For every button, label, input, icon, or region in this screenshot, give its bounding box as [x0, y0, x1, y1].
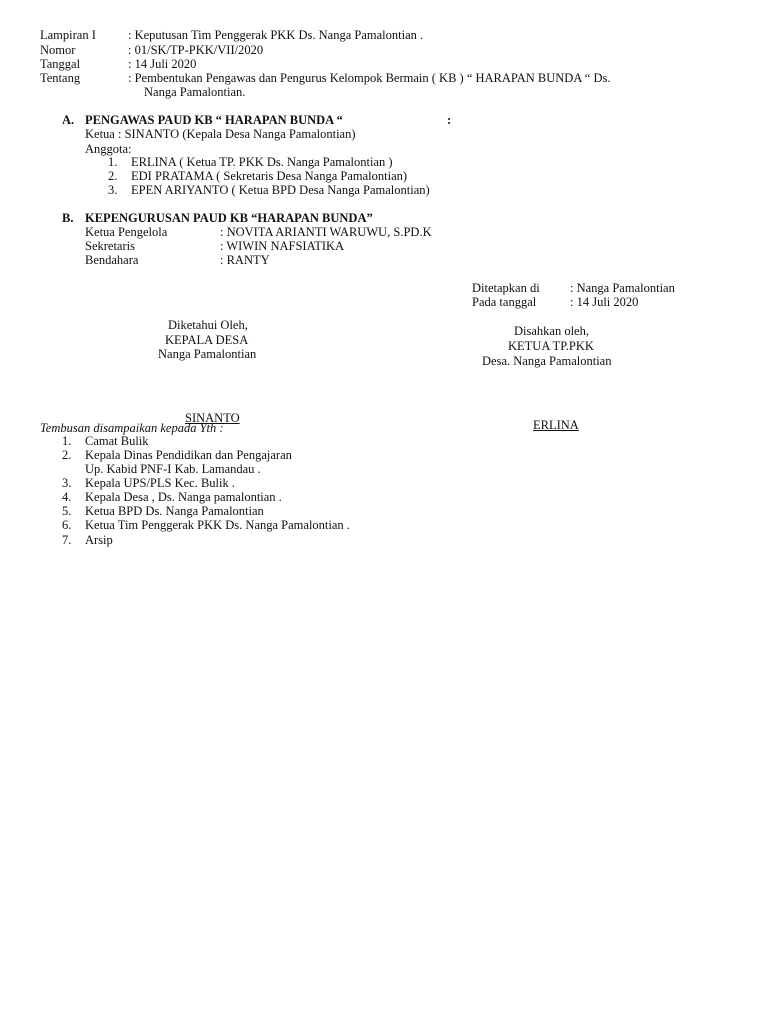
signer-name-left: SINANTO — [185, 411, 240, 425]
member-number: 1. — [108, 155, 118, 169]
tembusan-number: 6. — [62, 518, 72, 532]
section-a-anggota-label: Anggota: — [85, 142, 132, 156]
pengurus-label: Bendahara — [85, 253, 139, 267]
ketua-tppkk-location: Desa. Nanga Pamalontian — [482, 354, 612, 368]
pengurus-value: : WIWIN NAFSIATIKA — [220, 239, 345, 253]
signer-name-right: ERLINA — [533, 418, 579, 432]
member-item: ERLINA ( Ketua TP. PKK Ds. Nanga Pamalontian ) — [131, 155, 393, 169]
kepala-desa-title: KEPALA DESA — [165, 333, 249, 347]
diketahui-oleh: Diketahui Oleh, — [168, 318, 248, 332]
tembusan-heading: Tembusan disampaikan kepada Yth : — [40, 421, 224, 435]
lampiran-label: Lampiran I — [40, 28, 96, 42]
tembusan-item: Up. Kabid PNF-I Kab. Lamandau . — [85, 462, 261, 476]
ditetapkan-label: Ditetapkan di — [472, 281, 540, 295]
section-b-title: KEPENGURUSAN PAUD KB “HARAPAN BUNDA” — [85, 211, 373, 225]
kepala-desa-location: Nanga Pamalontian — [158, 347, 257, 361]
member-number: 2. — [108, 169, 118, 183]
tembusan-item: Kepala Dinas Pendidikan dan Pengajaran — [85, 448, 292, 462]
section-a-ketua: Ketua : SINANTO (Kepala Desa Nanga Pamalontian) — [85, 127, 356, 141]
nomor-value: : 01/SK/TP-PKK/VII/2020 — [128, 43, 264, 57]
tembusan-item: Camat Bulik — [85, 434, 149, 448]
tembusan-number: 4. — [62, 490, 72, 504]
tembusan-number: 7. — [62, 533, 72, 547]
tembusan-item: Ketua Tim Penggerak PKK Ds. Nanga Pamalontian . — [85, 518, 350, 532]
tembusan-number: 2. — [62, 448, 72, 462]
tentang-continuation: Nanga Pamalontian. — [144, 85, 246, 99]
pengurus-value: : RANTY — [220, 253, 270, 267]
section-b-marker: B. — [62, 211, 74, 225]
tembusan-item: Arsip — [85, 533, 113, 547]
tanggal-value: : 14 Juli 2020 — [128, 57, 197, 71]
pengurus-label: Ketua Pengelola — [85, 225, 168, 239]
tentang-value: : Pembentukan Pengawas dan Pengurus Kelompok Bermain ( KB ) “ HARAPAN BUNDA “ Ds. — [128, 71, 611, 85]
pada-tanggal-label: Pada tanggal — [472, 295, 537, 309]
section-a-marker: A. — [62, 113, 75, 127]
pengurus-label: Sekretaris — [85, 239, 135, 253]
tentang-label: Tentang — [40, 71, 81, 85]
tembusan-number: 1. — [62, 434, 72, 448]
nomor-label: Nomor — [40, 43, 76, 57]
disahkan-oleh: Disahkan oleh, — [514, 324, 589, 338]
pengurus-value: : NOVITA ARIANTI WARUWU, S.PD.K — [220, 225, 432, 239]
tembusan-number: 5. — [62, 504, 72, 518]
section-a-title: PENGAWAS PAUD KB “ HARAPAN BUNDA “ — [85, 113, 343, 127]
ditetapkan-value: : Nanga Pamalontian — [570, 281, 675, 295]
tembusan-item: Ketua BPD Ds. Nanga Pamalontian — [85, 504, 264, 518]
tanggal-label: Tanggal — [40, 57, 81, 71]
tembusan-number: 3. — [62, 476, 72, 490]
member-item: EDI PRATAMA ( Sekretaris Desa Nanga Pamalontian) — [131, 169, 408, 183]
lampiran-value: : Keputusan Tim Penggerak PKK Ds. Nanga Pamalontian . — [128, 28, 424, 42]
ketua-tppkk-title: KETUA TP.PKK — [508, 339, 594, 353]
pada-tanggal-value: : 14 Juli 2020 — [570, 295, 639, 309]
member-item: EPEN ARIYANTO ( Ketua BPD Desa Nanga Pamalontian) — [131, 183, 430, 197]
tembusan-item: Kepala UPS/PLS Kec. Bulik . — [85, 476, 235, 490]
tembusan-item: Kepala Desa , Ds. Nanga pamalontian . — [85, 490, 282, 504]
member-number: 3. — [108, 183, 118, 197]
section-a-colon: : — [447, 113, 452, 127]
